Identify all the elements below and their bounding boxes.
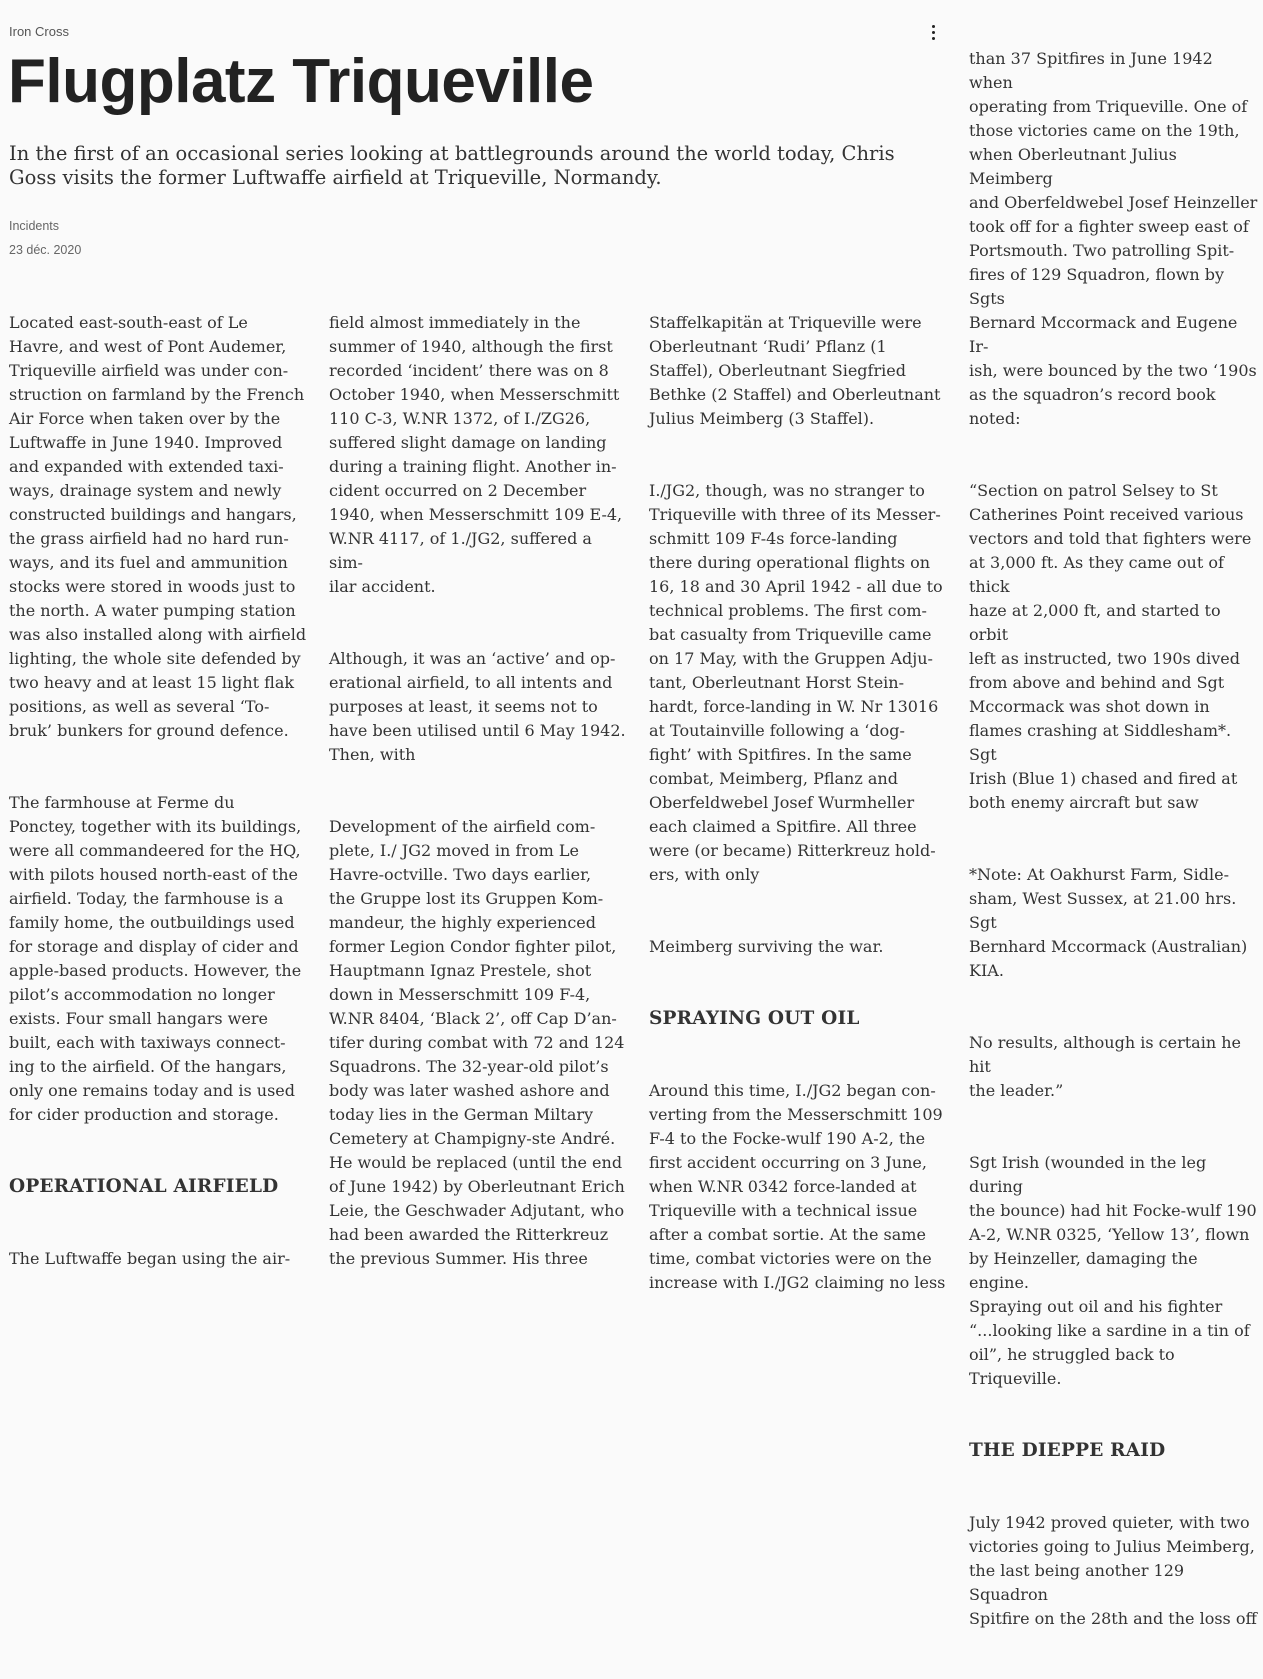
paragraph: Around this time, I./JG2 began con- verting from the Messerschmitt 109 F-4 to the Focke-wulf 190 A-2, the first accident occurring on 3 June, when W.NR 0342 force-landed at Triqueville with a technical issue after a combat sortie. At the same time, combat victories were on the increase with I./JG2 claiming no less bbox=[649, 1081, 946, 1292]
paragraph: than 37 Spitfires in June 1942 when operating from Triqueville. One of those victories came on the 19th, when Oberleutnant Julius Meimberg and Oberfeldwebel Josef Heinzeller took off for a fighter sweep east of Portsmouth. Two patrolling Spit- fires of 129 Squadron, flown by Sgts Bernard Mccormack and Eugene Ir- ish, were bounced by the two ‘190s as the squadron’s record book noted: bbox=[969, 49, 1258, 428]
paragraph: “Section on patrol Selsey to St Catherines Point received various vectors and told that fighters were at 3,000 ft. As they came out of thick haze at 2,000 ft, and started to orbit left as instructed, two 190s dived from above and behind and Sgt Mccormack was shot down in flames crashing at Siddlesham*. Sgt Irish (Blue 1) chased and fired at both enemy aircraft but saw bbox=[969, 481, 1252, 812]
paragraph: The farmhouse at Ferme du Ponctey, together with its buildings, were all commandeered for the HQ, with pilots housed north-east of the airfield. Today, the farmhouse is a family home, the outbuildings used for storage and display of cider and apple-based products. However, the pilot’s accommodation no longer exists. Four small hangars were built, each with taxiways connect- ing to the airfield. Of the hangars, only one remains today and is used for cider production and storage. bbox=[9, 793, 302, 1124]
section-label[interactable]: Iron Cross bbox=[9, 24, 69, 39]
paragraph: Located east-south-east of Le Havre, and west of Pont Audemer, Triqueville airfield was under con- struction on farmland by the French Air Force when taken over by the Luftwaffe in June 1940. Improved and expanded with extended taxi- ways, drainage system and newly constructed buildings and hangars, the grass airfield had no hard run- ways, and its fuel and ammunition stocks were stored in woods just to the north. A water pumping station was also installed along with airfield lighting, the whole site defended by two heavy and at least 15 light flak positions, as well as several ‘To- bruk’ bunkers for ground defence. bbox=[9, 313, 307, 740]
paragraph: I./JG2, though, was no stranger to Triqueville with three of its Messer- schmitt 109 F-4s force-landing there during operational flights on 16, 18 and 30 April 1942 - all due to technical problems. The first com- bat casualty from Triqueville came on 17 May, with the Gruppen Adju- tant, Oberleutnant Horst Stein- hardt, force-landing in W. Nr 13016 at Toutainville following a ‘dog- fight’ with Spitfires. In the same combat, Meimberg, Pflanz and Oberfeldwebel Josef Wurmheller each claimed a Spitfire. All three were (or became) Ritterkreuz hold- ers, with only bbox=[649, 481, 943, 884]
more-vertical-icon bbox=[932, 37, 935, 40]
more-vertical-icon bbox=[932, 25, 935, 28]
paragraph: Although, it was an ‘active’ and op- erational airfield, to all intents and purposes at least, it seems not to have been utilised until 6 May 1942. Then, with bbox=[329, 649, 626, 764]
paragraph: July 1942 proved quieter, with two victories going to Julius Meimberg, the last being another 129 Squadron Spitfire on the 28th and the loss off bbox=[969, 1513, 1257, 1628]
paragraph: Meimberg surviving the war. bbox=[649, 937, 884, 956]
section-heading: SPRAYING OUT OIL bbox=[649, 1008, 860, 1029]
article-category[interactable]: Incidents bbox=[9, 219, 60, 233]
article-column-4 bbox=[969, 23, 1261, 1679]
more-options-button[interactable] bbox=[922, 20, 944, 44]
article-column-3 bbox=[649, 287, 949, 1343]
paragraph: No results, although is certain he hit the leader.” bbox=[969, 1033, 1241, 1100]
paragraph: Staffelkapitän at Triqueville were Oberleutnant ‘Rudi’ Pflanz (1 Staffel), Oberleutnant Siegfried Bethke (2 Staffel) and Oberleutnant Julius Meimberg (3 Staffel). bbox=[649, 313, 941, 428]
article-column-1 bbox=[9, 287, 309, 1319]
article-subtitle: In the first of an occasional series looking at battlegrounds around the world today, Chris Goss visits the former Luftwaffe airfield at Triqueville, Normandy. bbox=[9, 142, 895, 189]
paragraph: Development of the airfield com- plete, I./ JG2 moved in from Le Havre-octville. Two days earlier, the Gruppe lost its Gruppen Kom- mandeur, the highly experienced former Legion Condor fighter pilot, Hauptmann Ignaz Prestele, shot down in Messerschmitt 109 F-4, W.NR 8404, ‘Black 2’, off Cap D’an- tifer during combat with 72 and 124 Squadrons. The 32-year-old pilot’s body was later washed ashore and today lies in the German Miltary Cemetery at Champigny-ste André. He would be replaced (until the end of June 1942) by Oberleutnant Erich Leie, the Geschwader Adjutant, who had been awarded the Ritterkreuz the previous Summer. His three bbox=[329, 817, 625, 1268]
page-title: Flugplatz Triqueville bbox=[8, 47, 594, 116]
article-date: 23 déc. 2020 bbox=[9, 243, 82, 257]
section-heading: OPERATIONAL AIRFIELD bbox=[9, 1176, 279, 1197]
section-heading: THE DIEPPE RAID bbox=[969, 1440, 1166, 1461]
paragraph: field almost immediately in the summer of 1940, although the first recorded ‘incident’ there was on 8 October 1940, when Messerschmitt 110 C-3, W.NR 1372, of I./ZG26, suffered slight damage on landing during a training flight. Another in- cident occurred on 2 December 1940, when Messerschmitt 109 E-4, W.NR 4117, of 1./JG2, suffered a sim- ilar accident. bbox=[329, 313, 623, 596]
paragraph: The Luftwaffe began using the air- bbox=[9, 1249, 291, 1268]
paragraph: *Note: At Oakhurst Farm, Sidle- sham, West Sussex, at 21.00 hrs. Sgt Bernhard Mccormack (Australian) KIA. bbox=[969, 865, 1248, 980]
more-vertical-icon bbox=[932, 31, 935, 34]
paragraph: Sgt Irish (wounded in the leg during the bounce) had hit Focke-wulf 190 A-2, W.NR 0325, ‘Yellow 13’, flown by Heinzeller, damaging the engine. Spraying out oil and his fighter “...looking like a sardine in a tin of oil”, he struggled back to Triqueville. bbox=[969, 1153, 1257, 1388]
article-column-2 bbox=[329, 287, 629, 1319]
